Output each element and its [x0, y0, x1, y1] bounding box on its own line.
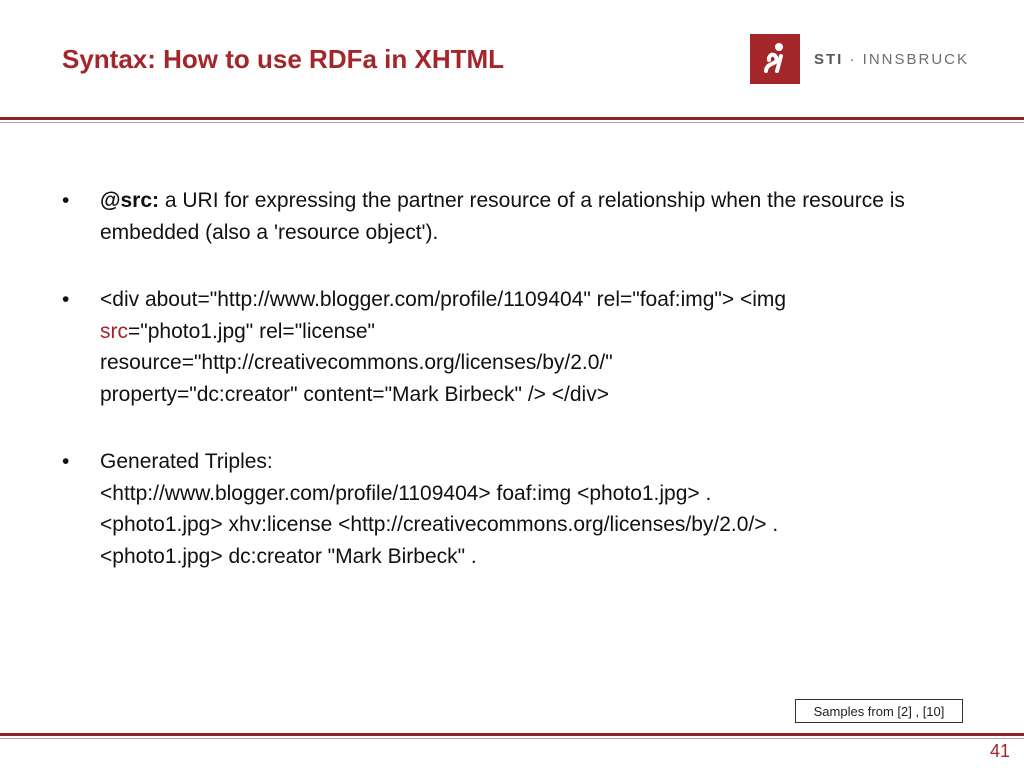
logo-brand-rest: · INNSBRUCK [843, 50, 970, 68]
triple-line-3: <photo1.jpg> dc:creator "Mark Birbeck" . [100, 544, 477, 568]
code-src-attr: src [100, 319, 128, 343]
code-line-2 [100, 316, 962, 348]
bullet-marker: • [62, 450, 70, 473]
slide-title: Syntax: How to use RDFa in XHTML [62, 44, 505, 74]
code-line-2-rest: ="photo1.jpg" rel="license" [128, 319, 375, 343]
triple-line-2: <photo1.jpg> xhv:license <http://creativecommons.org/licenses/by/2.0/> . [100, 513, 779, 536]
bullet-generated-triples [62, 446, 962, 572]
bullet-term: @src: [100, 189, 160, 212]
bullet-text: a URI for expressing the partner resource of a relationship when the resource is embedded (also a 'resource object'). [100, 189, 905, 244]
bullet-src-definition [62, 185, 962, 248]
header-divider [0, 117, 1024, 120]
sti-innsbruck-logo [750, 34, 969, 84]
code-line-4: property="dc:creator" content="Mark Birbeck" /> </div> [100, 382, 609, 406]
samples-note: Samples from [2] , [10] [795, 699, 963, 723]
logo-brand-bold: STI [814, 50, 844, 68]
footer-divider-thin [0, 738, 1024, 739]
code-line-1: <div about="http://www.blogger.com/profile/1109404" rel="foaf:img"> <img [100, 288, 787, 311]
footer-divider [0, 733, 1024, 736]
code-line-3: resource="http://creativecommons.org/licenses/by/2.0/" [100, 351, 613, 374]
triple-line-1: <http://www.blogger.com/profile/1109404> foaf:img <photo1.jpg> . [100, 481, 712, 505]
header-divider-thin [0, 122, 1024, 123]
page-number: 41 [989, 741, 1010, 761]
slide-body [62, 185, 962, 608]
bullet-marker: • [62, 189, 70, 212]
triples-heading: Generated Triples: [100, 450, 273, 473]
sti-logo-icon [750, 34, 800, 84]
bullet-marker: • [62, 288, 70, 311]
logo-wordmark [814, 51, 969, 68]
bullet-code-example [62, 284, 962, 410]
